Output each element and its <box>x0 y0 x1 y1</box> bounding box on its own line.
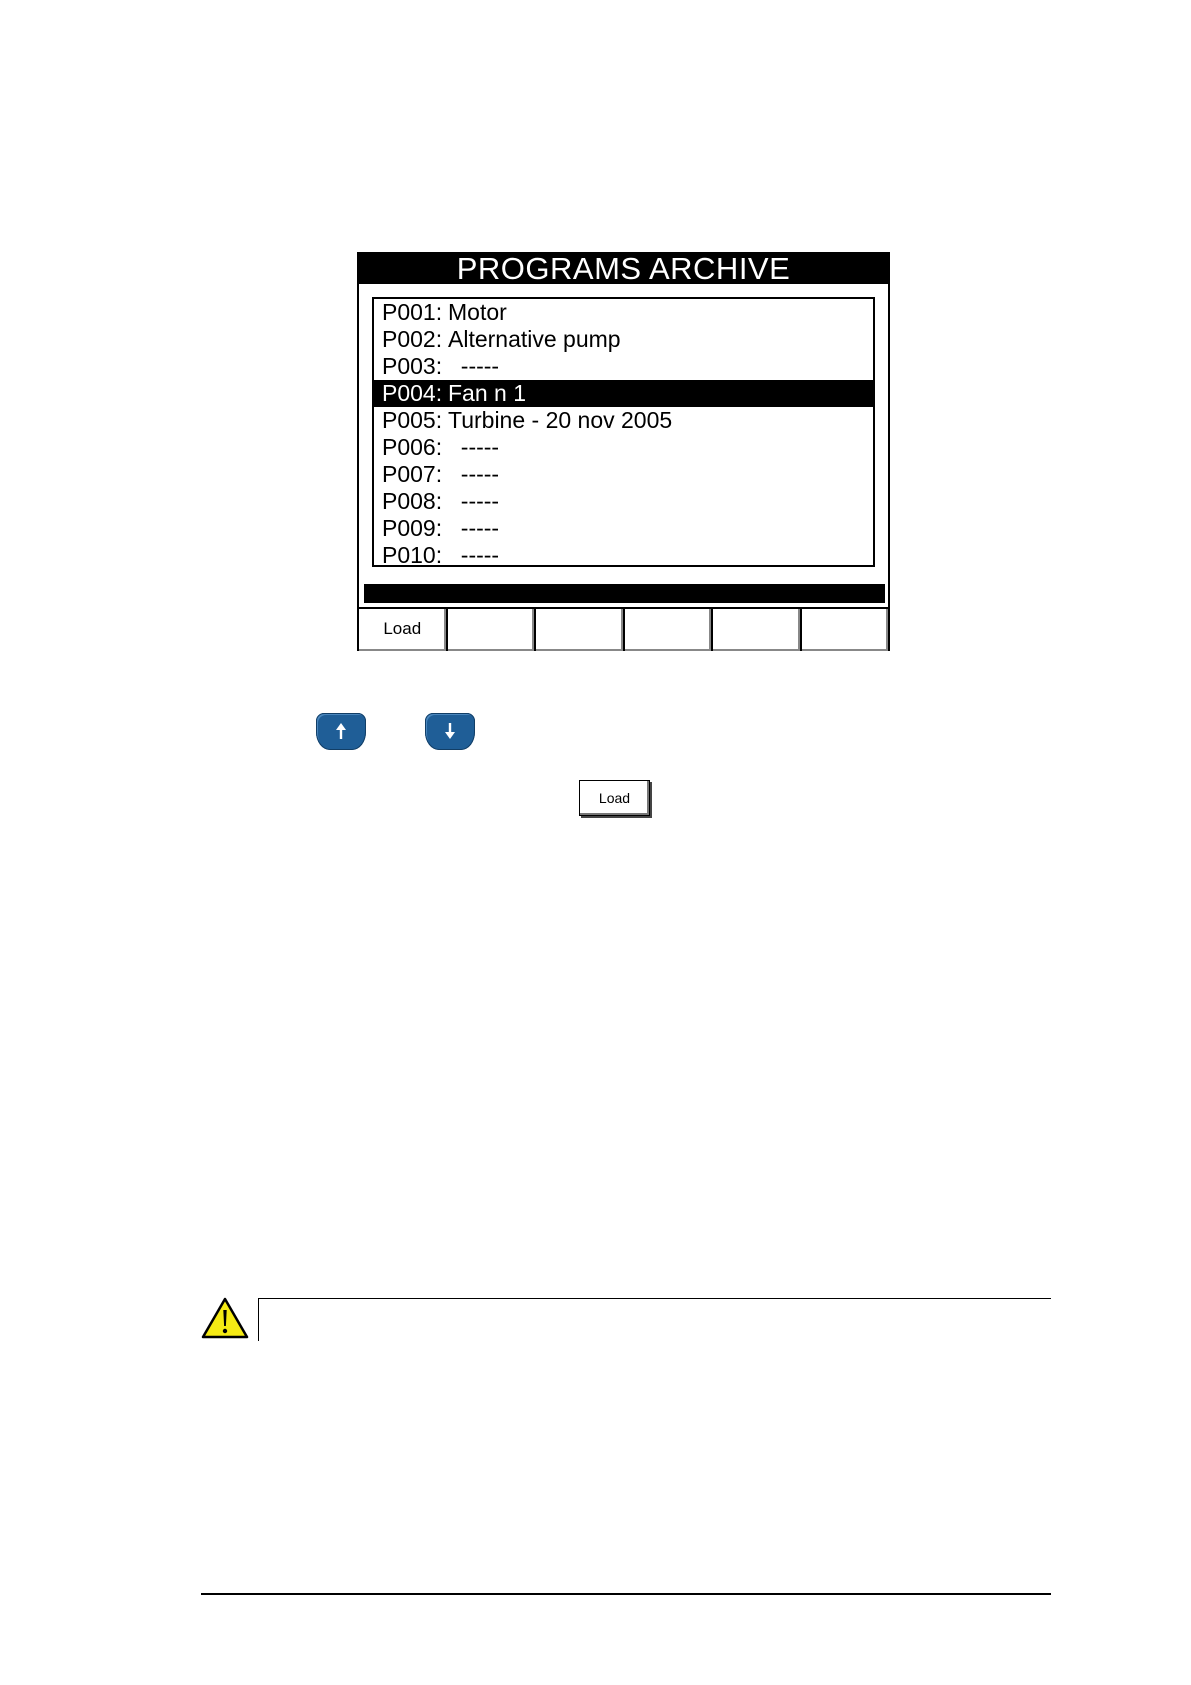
up-key-button[interactable] <box>316 713 366 750</box>
warning-icon <box>201 1297 249 1339</box>
status-bar <box>364 584 885 603</box>
program-row[interactable]: P006: ----- <box>382 434 500 460</box>
program-row[interactable]: P009: ----- <box>382 515 500 541</box>
down-key-button[interactable] <box>425 713 475 750</box>
program-row[interactable]: P007: ----- <box>382 461 500 487</box>
program-row[interactable]: P001: Motor <box>382 299 507 325</box>
softkey-3-button[interactable] <box>536 609 625 651</box>
softkey-4-button[interactable] <box>625 609 714 651</box>
program-list <box>372 297 875 567</box>
softkey-6-button[interactable] <box>802 609 889 651</box>
softkey-bar <box>359 607 888 651</box>
device-screen <box>357 252 890 651</box>
footer-divider <box>201 1593 1051 1595</box>
program-row[interactable]: P003: ----- <box>382 353 500 379</box>
program-row[interactable]: P002: Alternative pump <box>382 326 621 352</box>
softkey-2-button[interactable] <box>448 609 537 651</box>
softkey-load-button[interactable]: Load <box>359 609 448 651</box>
arrow-up-icon <box>333 721 349 741</box>
program-row[interactable]: P005: Turbine - 20 nov 2005 <box>382 407 673 433</box>
screen-title: PROGRAMS ARCHIVE <box>359 254 888 284</box>
load-button-illustration: Load <box>579 780 650 816</box>
softkey-5-button[interactable] <box>713 609 802 651</box>
program-row-selected[interactable]: P004: Fan n 1 <box>374 380 873 407</box>
arrow-down-icon <box>442 721 458 741</box>
program-row[interactable]: P010: ----- <box>382 542 500 567</box>
program-row[interactable]: P008: ----- <box>382 488 500 514</box>
note-frame <box>258 1298 1051 1341</box>
